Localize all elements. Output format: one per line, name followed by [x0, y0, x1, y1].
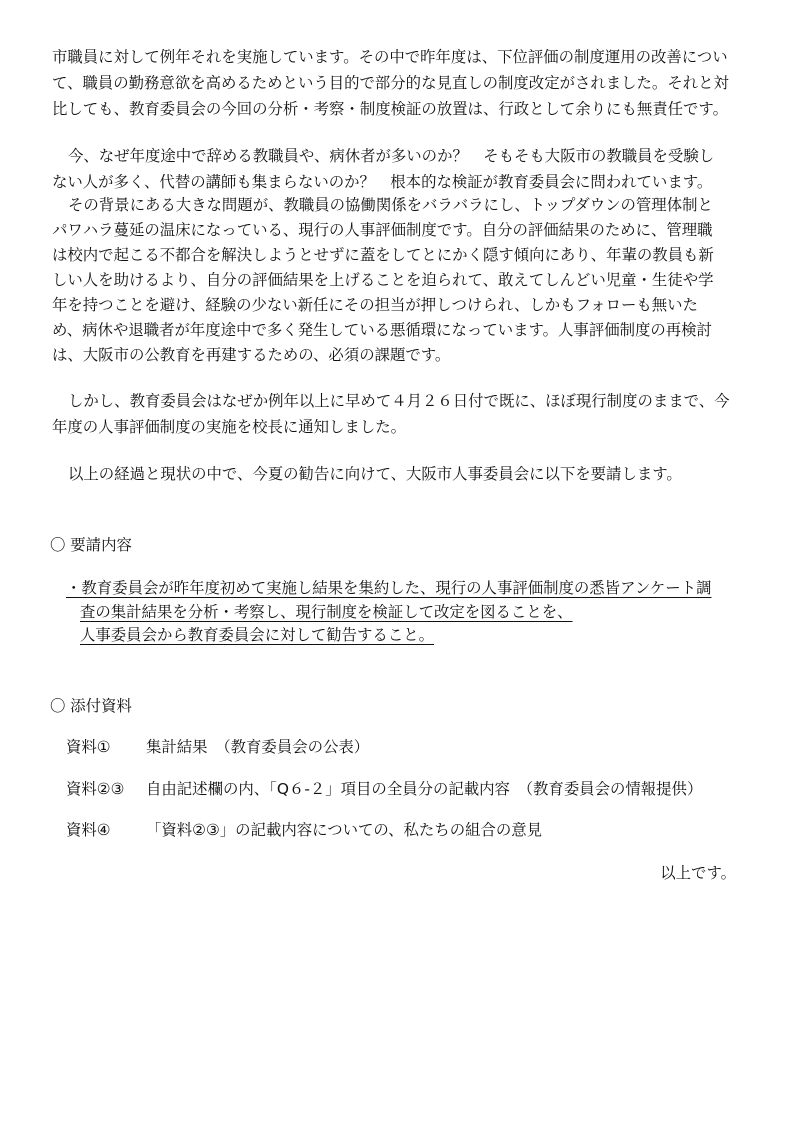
paragraph-2-line-2: ない人が多く、代替の講師も集まらないのか？ 根本的な検証が教育委員会に問われています。 — [52, 173, 713, 191]
paragraph-3-line-3: は校内で起こる不都合を解決しようとせずに蓋をしてとにかく隠す傾向にあり、年輩の教員も新 — [52, 246, 714, 264]
paragraph-5-line-1: 以上の経過と現状の中で、今夏の勧告に向けて、大阪市人事委員会に以下を要請します。 — [68, 465, 682, 483]
request-item-line-3: 人事委員会から教育委員会に対して勧告すること。 — [80, 626, 434, 644]
request-heading: 〇 要請内容 — [50, 536, 132, 554]
paragraph-1-line-2: て、職員の勤務意欲を高めるためという目的で部分的な見直しの制度改定がされました。それと対 — [52, 74, 729, 92]
request-item-line-2: 査の集計結果を分析・考察し、現行制度を検証して改定を図ることを、 — [80, 603, 573, 621]
attachment-2-label: 資料②③ — [66, 780, 125, 798]
paragraph-1-line-1: 市職員に対して例年それを実施しています。その中で昨年度は、下位評価の制度運用の改善につい — [52, 48, 728, 66]
paragraph-3-line-4: しい人を助けるより、自分の評価結果を上げることを迫られて、敢えてしんどい児童・生徒や学 — [52, 271, 714, 289]
attachment-1-label: 資料① — [66, 738, 111, 756]
attachment-3-label: 資料④ — [66, 821, 111, 839]
paragraph-3-line-7: は、大阪市の公教育を再建するための、必須の課題です。 — [52, 346, 451, 364]
paragraph-3-line-1: その背景にある大きな問題が、教職員の協働関係をバラバラにし、トップダウンの管理体制と — [68, 196, 713, 214]
paragraph-2-line-1: 今、なぜ年度途中で辞める教職員や、病休者が多いのか？ そもそも大阪市の教職員を受験し — [68, 147, 715, 165]
paragraph-4-line-1: しかし、教育委員会はなぜか例年以上に早めて４月２６日付で既に、ほぼ現行制度のままで、今 — [68, 392, 730, 410]
attachment-2-desc: 自由記述欄の内、「Q６-２」項目の全員分の記載内容 （教育委員会の情報提供） — [146, 780, 703, 798]
request-item-line-1: ・教育委員会が昨年度初めて実施し結果を集約した、現行の人事評価制度の悉皆アンケート調 — [66, 579, 712, 597]
paragraph-4-line-2: 年度の人事評価制度の実施を校長に通知しました。 — [52, 418, 406, 436]
paragraph-3-line-6: め、病休や退職者が年度途中で多く発生している悪循環になっています。人事評価制度の再検討 — [52, 321, 712, 339]
paragraph-3-line-5: 年を持つことを避け、経験の少ない新任にその担当が押しつけられ、しかもフォローも無いた — [52, 296, 698, 314]
closing-text: 以上です。 — [660, 864, 736, 882]
attachment-3-desc: 「資料②③」の記載内容についての、私たちの組合の意見 — [146, 821, 543, 839]
paragraph-3-line-2: パワハラ蔓延の温床になっている、現行の人事評価制度です。自分の評価結果のために、管理職 — [52, 221, 713, 239]
paragraph-1-line-3: 比しても、教育委員会の今回の分析・考察・制度検証の放置は、行政として余りにも無責任です。 — [52, 100, 728, 118]
attachments-heading: 〇 添付資料 — [50, 697, 132, 715]
attachment-1-desc: 集計結果 （教育委員会の公表） — [146, 738, 370, 756]
